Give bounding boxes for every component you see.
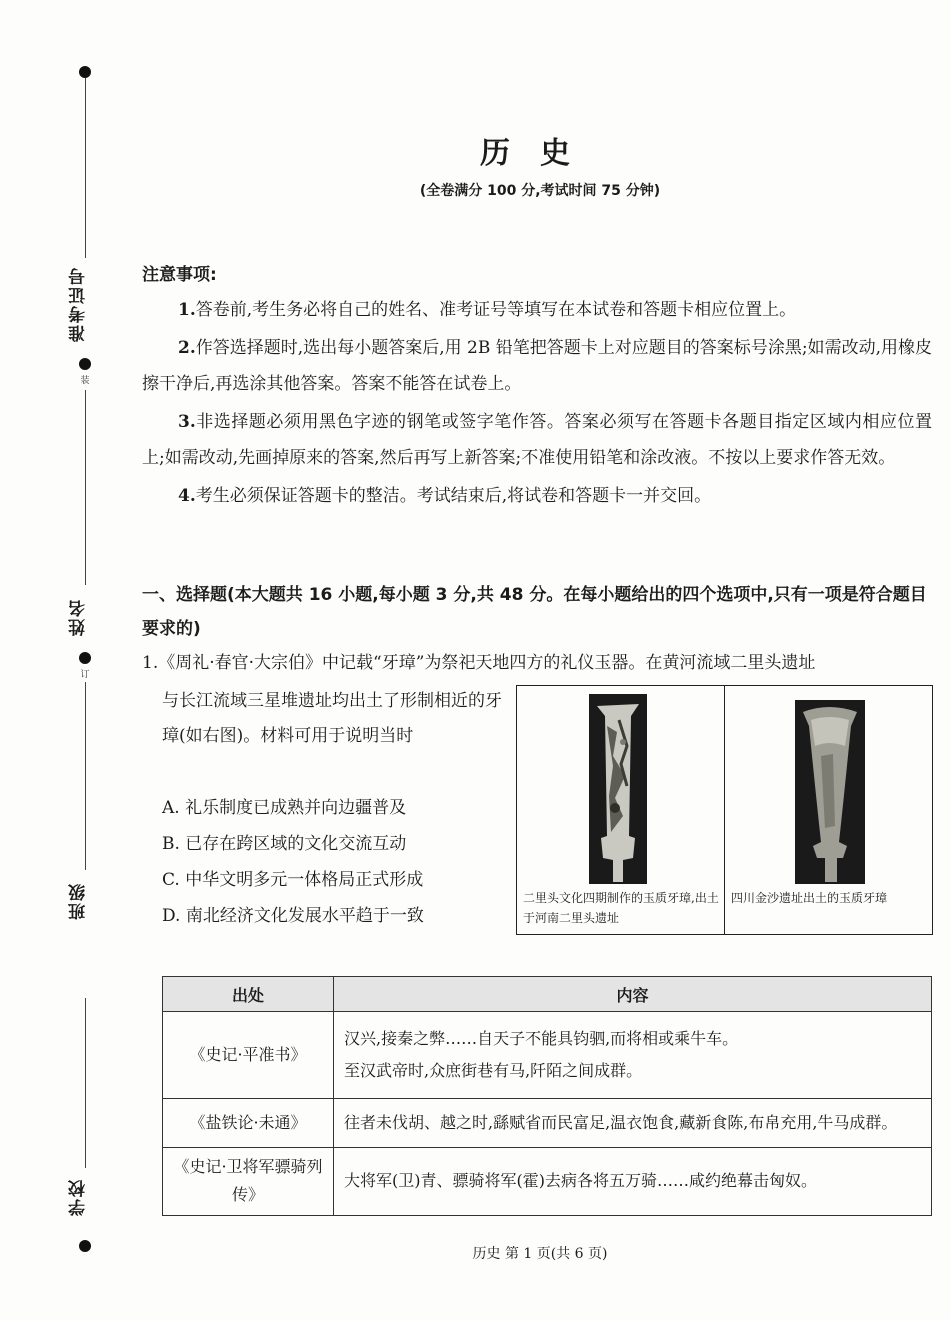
question-1-options [162,790,507,934]
content-line: 大将军(卫)青、骠骑将军(霍)去病各将五万骑……咸约绝幕击匈奴。 [344,1171,817,1191]
content-line: 往者未伐胡、越之时,繇赋省而民富足,温衣饱食,藏新食陈,布帛充用,牛马成群。 [344,1113,898,1133]
source-cell: 《盐铁论·未通》 [163,1099,334,1148]
source-cell: 《史记·平准书》 [163,1012,334,1099]
jinsha-yazhang-photo [725,686,932,886]
source-cell: 《史记·卫将军骠骑列传》 [163,1147,334,1215]
binding-mark-ding: 订 [80,670,90,680]
binding-line [85,390,86,585]
option-a: A. 礼乐制度已成熟并向边疆普及 [162,798,407,818]
figure-panel-erlitou [517,686,725,934]
binding-line [85,682,86,870]
header-source: 出处 [163,977,334,1012]
notice-item-number: 1. [178,300,196,320]
jinsha-caption: 四川金沙遗址出土的玉质牙璋 [731,891,888,905]
exam-number-label: 准考证号 [69,266,89,342]
question-1-stem: 1.《周礼·春官·大宗伯》中记载“牙璋”为祭祀天地四方的礼仪玉器。在黄河流域二里头遗址 [142,653,816,673]
notice-item-number: 4. [178,486,196,506]
notice-item [142,404,932,476]
content-cell [334,1147,932,1215]
notice-list [142,292,932,516]
notice-item [142,292,932,328]
binding-mark-zhuang: 装 [80,376,90,386]
binding-hole [79,652,91,664]
notice-item [142,478,932,514]
class-label: 班级 [69,882,89,920]
notice-heading: 注意事项: [142,265,217,285]
notice-item-text: 答卷前,考生务必将自己的姓名、准考证号等填写在本试卷和答题卡相应位置上。 [195,300,797,320]
content-cell [334,1099,932,1148]
header-content: 内容 [334,977,932,1012]
school-label: 学校 [69,1178,89,1216]
yazhang-figure [516,685,933,935]
sources-table [162,976,932,1216]
option-d: D. 南北经济文化发展水平趋于一致 [162,906,424,926]
page-number: 历史 第 1 页(共 6 页) [472,1246,608,1262]
page-title: 历史 [480,136,600,171]
content-cell [334,1012,932,1099]
section-heading: 一、选择题(本大题共 16 小题,每小题 3 分,共 48 分。在每小题给出的四个选项中,只有一项是符合题目要求的) [142,585,927,639]
exam-info: (全卷满分 100 分,考试时间 75 分钟) [419,183,661,199]
notice-item-text: 作答选择题时,选出每小题答案后,用 2B 铅笔把答题卡上对应题目的答案标号涂黑;如需改动,用橡皮擦干净后,再选涂其他答案。答案不能答在试卷上。 [142,338,932,394]
notice-item-text: 非选择题必须用黑色字迹的钢笔或签字笔作答。答案必须写在答题卡各题目指定区域内相应位置上;如需改动,先画掉原来的答案,然后再写上新答案;不准使用铅笔和涂改液。不按以上要求作答无效。 [142,412,932,468]
binding-hole [79,66,91,78]
content-line: 汉兴,接秦之弊……自天子不能具钧驷,而将相或乘牛车。 [344,1029,739,1049]
notice-item-text: 考生必须保证答题卡的整洁。考试结束后,将试卷和答题卡一并交回。 [195,486,712,506]
option-b: B. 已存在跨区域的文化交流互动 [162,834,407,854]
table-row [163,1012,932,1099]
binding-line [85,998,86,1168]
content-line: 至汉武帝时,众庶街巷有马,阡陌之间成群。 [344,1061,643,1081]
erlitou-caption: 二里头文化四期制作的玉质牙璋,出土于河南二里头遗址 [523,891,719,925]
binding-hole [79,358,91,370]
question-1-stem-continued: 与长江流域三星堆遗址均出土了形制相近的牙璋(如右图)。材料可用于说明当时 [162,691,502,746]
notice-item-number: 2. [178,338,196,358]
table-row [163,1147,932,1215]
erlitou-yazhang-photo [517,686,724,886]
figure-panel-jinsha [725,686,932,934]
table-header-row [163,977,932,1012]
notice-item-number: 3. [178,412,196,432]
name-label: 姓名 [69,598,89,636]
notice-item [142,330,932,402]
option-c: C. 中华文明多元一体格局正式形成 [162,870,424,890]
table-row [163,1099,932,1148]
